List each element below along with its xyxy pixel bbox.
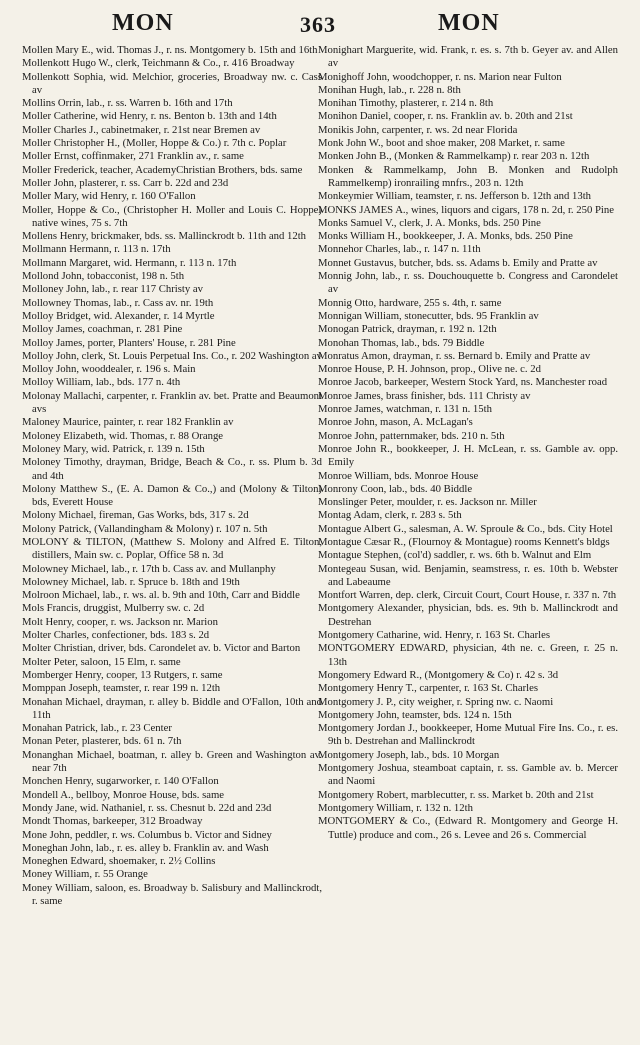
directory-entry: Montgomery Joseph, lab., bds. 10 Morgan: [318, 748, 500, 761]
directory-entry: Monroe John, mason, A. McLagan's: [318, 416, 473, 429]
directory-entry: Montgomery Jordan J., bookkeeper, Home Mutual Fire Ins. Co., r. es. 9th b. Destrehan and Mallinckrodt: [318, 722, 618, 748]
directory-entry: MONTGOMERY EDWARD, physician, 4th ne. c. Green, r. 25 n. 13th: [318, 642, 618, 668]
directory-entry: Moller Charles J., cabinetmaker, r. 21st near Bremen av: [22, 123, 261, 136]
directory-entry: Monighart Marguerite, wid. Frank, r. es. s. 7th b. Geyer av. and Allen av: [318, 44, 618, 70]
directory-entry: Molroon Michael, lab., r. ws. al. b. 9th and 10th, Carr and Biddle: [22, 589, 300, 602]
directory-entry: Monogan Patrick, drayman, r. 192 n. 12th: [318, 323, 497, 336]
directory-entry: Montgomery Robert, marblecutter, r. ss. Market b. 20th and 21st: [318, 788, 594, 801]
directory-entry: Monroe William, bds. Monroe House: [318, 469, 479, 482]
directory-entry: Molloy John, clerk, St. Louis Perpetual Ins. Co., r. 202 Washington av: [22, 349, 322, 362]
directory-entry: Monihan Timothy, plasterer, r. 214 n. 8th: [318, 97, 494, 110]
directory-entry: Mondt Thomas, barkeeper, 312 Broadway: [22, 815, 203, 828]
directory-entry: Montague Stephen, (col'd) saddler, r. ws. 6th b. Walnut and Elm: [318, 549, 592, 562]
left-column: [22, 44, 322, 1040]
directory-entry: Momppan Joseph, teamster, r. rear 199 n. 12th: [22, 682, 221, 695]
directory-entry: Monks William H., bookkeeper, J. A. Monks, bds. 250 Pine: [318, 230, 573, 243]
directory-entry: Monratus Amon, drayman, r. ss. Bernard b. Emily and Pratte av: [318, 349, 591, 362]
right-column: [318, 44, 618, 1040]
directory-entry: Moneghan John, lab., r. es. alley b. Franklin av. and Wash: [22, 841, 269, 854]
directory-entry: Monighoff John, woodchopper, r. ns. Marion near Fulton: [318, 70, 562, 83]
directory-entry: Monnet Gustavus, butcher, bds. ss. Adams b. Emily and Pratte av: [318, 256, 598, 269]
directory-entry: Moller Christopher H., (Moller, Hoppe & Co.) r. 7th c. Poplar: [22, 137, 287, 150]
directory-entry: Monchen Henry, sugarworker, r. 140 O'Fallon: [22, 775, 219, 788]
directory-entry: Moller John, plasterer, r. ss. Carr b. 22d and 23d: [22, 176, 229, 189]
directory-entry: Mone John, peddler, r. ws. Columbus b. Victor and Sidney: [22, 828, 272, 841]
directory-entry: Montfort Warren, dep. clerk, Circuit Court, Court House, r. 337 n. 7th: [318, 589, 617, 602]
directory-entry: Mollenkott Sophia, wid. Melchior, groceries, Broadway nw. c. Cass av: [22, 70, 322, 96]
directory-entry: Monikis John, carpenter, r. ws. 2d near Florida: [318, 123, 518, 136]
directory-entry: Monrony Coon, lab., bds. 40 Biddle: [318, 482, 473, 495]
directory-entry: Monihon Daniel, cooper, r. ns. Franklin av. b. 20th and 21st: [318, 110, 573, 123]
directory-entry: Monanghan Michael, boatman, r. alley b. Green and Washington av. near 7th: [22, 748, 322, 775]
directory-entry: Molowney Michael, lab., r. 17th b. Cass av. and Mullanphy: [22, 562, 276, 575]
directory-entry: Moneghen Edward, shoemaker, r. 2½ Collins: [22, 855, 216, 868]
directory-entry: Moloney Timothy, drayman, Bridge, Beach & Co., r. ss. Plum b. 3d and 4th: [22, 456, 322, 482]
directory-entry: Mongomery Edward R., (Montgomery & Co) r. 42 s. 3d: [318, 668, 559, 681]
page-header: [0, 10, 640, 42]
directory-entry: Molloy William, lab., bds. 177 n. 4th: [22, 376, 181, 389]
directory-entry: Molony Matthew S., (E. A. Damon & Co.,) and (Molony & Tilton) bds, Everett House: [22, 482, 322, 509]
directory-entry: Molony Patrick, (Vallandingham & Molony) r. 107 n. 5th: [22, 522, 268, 535]
directory-entry: Molony Michael, fireman, Gas Works, bds, 317 s. 2d: [22, 509, 249, 522]
directory-entry: MONTGOMERY & Co., (Edward R. Montgomery and George H. Tuttle) produce and com., 26 s. Levee and 26 s. Commercial: [318, 815, 618, 841]
header-right-guide-word: MON: [438, 10, 500, 36]
header-left-guide-word: MON: [112, 10, 174, 36]
directory-entry: Monnig John, lab., r. ss. Douchouquette b. Congress and Carondelet av: [318, 270, 618, 296]
directory-entry: Monroe Jacob, barkeeper, Western Stock Yard, ns. Manchester road: [318, 376, 608, 389]
directory-entry: Molter Christian, driver, bds. Carondelet av. b. Victor and Barton: [22, 642, 301, 655]
directory-entry: Molter Peter, saloon, 15 Elm, r. same: [22, 655, 181, 668]
directory-entry: Mollmann Margaret, wid. Hermann, r. 113 n. 17th: [22, 256, 237, 269]
directory-entry: Monken & Rammelkamp, John B. Monken and Rudolph Rammelkemp) ironrailing mnfrs., 203 n. 12th: [318, 163, 618, 189]
directory-entry: Monroe House, P. H. Johnson, prop., Olive ne. c. 2d: [318, 363, 541, 376]
directory-entry: Molloy John, wooddealer, r. 196 s. Main: [22, 363, 196, 376]
directory-entry: Moller Catherine, wid Henry, r. ns. Benton b. 13th and 14th: [22, 110, 277, 123]
directory-entry: Montgomery J. P., city weigher, r. Spring nw. c. Naomi: [318, 695, 554, 708]
directory-entry: Monnehor Charles, lab., r. 147 n. 11th: [318, 243, 481, 256]
directory-entry: Monk John W., boot and shoe maker, 208 Market, r. same: [318, 137, 565, 150]
directory-entry: Monken John B., (Monken & Rammelkamp) r. rear 203 n. 12th: [318, 150, 590, 163]
directory-entry: Momberger Henry, cooper, 13 Rutgers, r. same: [22, 668, 223, 681]
directory-entry: Mols Francis, druggist, Mulberry sw. c. 2d: [22, 602, 205, 615]
directory-entry: Montegeau Susan, wid. Benjamin, seamstress, r. es. 10th b. Webster and Labeaume: [318, 562, 618, 588]
directory-entry: Molonay Mallachi, carpenter, r. Franklin av. bet. Pratte and Beaumont avs: [22, 389, 322, 416]
directory-entry: Montgomery Catharine, wid. Henry, r. 163 St. Charles: [318, 629, 551, 642]
directory-entry: Montgomery Joshua, steamboat captain, r. ss. Gamble av. b. Mercer and Naomi: [318, 762, 618, 788]
directory-entry: Moller, Hoppe & Co., (Christopher H. Moller and Louis C. Hoppe) native wines, 75 s. 7th: [22, 203, 322, 229]
directory-entry: Molloney John, lab., r. rear 117 Christy av: [22, 283, 203, 296]
directory-entry: Monroe James, watchman, r. 131 n. 15th: [318, 403, 492, 416]
directory-entry: Mondell A., bellboy, Monroe House, bds. same: [22, 788, 225, 801]
directory-entry: Monslinger Peter, moulder, r. es. Jackson nr. Miller: [318, 496, 537, 509]
directory-entry: Monohan Thomas, lab., bds. 79 Biddle: [318, 336, 485, 349]
directory-entry: Monroe James, brass finisher, bds. 111 Christy av: [318, 389, 531, 402]
directory-entry: Montgomery Henry T., carpenter, r. 163 St. Charles: [318, 682, 538, 695]
directory-entry: Moller Frederick, teacher, AcademyChristian Brothers, bds. same: [22, 163, 303, 176]
directory-entry: Moloney Elizabeth, wid. Thomas, r. 88 Orange: [22, 429, 224, 442]
directory-entry: Montague Cæsar R., (Flournoy & Montague) rooms Kennett's bldgs: [318, 535, 610, 548]
directory-entry: Mollens Henry, brickmaker, bds. ss. Mallinckrodt b. 11th and 12th: [22, 230, 307, 243]
directory-entry: Maloney Maurice, painter, r. rear 182 Franklin av: [22, 416, 234, 429]
directory-entry: Montague Albert G., salesman, A. W. Sproule & Co., bds. City Hotel: [318, 522, 613, 535]
directory-entry: Monahan Michael, drayman, r. alley b. Biddle and O'Fallon, 10th and 11th: [22, 695, 322, 721]
directory-entry: Money William, saloon, es. Broadway b. Salisbury and Mallinckrodt, r. same: [22, 881, 322, 907]
directory-entry: Mollen Mary E., wid. Thomas J., r. ns. Montgomery b. 15th and 16th: [22, 44, 318, 56]
directory-entry: MONKS JAMES A., wines, liquors and cigars, 178 n. 2d, r. 250 Pine: [318, 203, 614, 216]
directory-entry: Montag Adam, clerk, r. 283 s. 5th: [318, 509, 462, 522]
directory-entry: Moller Mary, wid Henry, r. 160 O'Fallon: [22, 190, 196, 203]
directory-entry: Mollins Orrin, lab., r. ss. Warren b. 16th and 17th: [22, 97, 233, 110]
directory-entry: Molloy Bridget, wid. Alexander, r. 14 Myrtle: [22, 309, 215, 322]
directory-entry: Monnig Otto, hardware, 255 s. 4th, r. same: [318, 296, 502, 309]
directory-entry: Montgomery William, r. 132 n. 12th: [318, 801, 473, 814]
directory-entry: Money William, r. 55 Orange: [22, 868, 148, 881]
directory-entry: Moloney Mary, wid. Patrick, r. 139 n. 15th: [22, 442, 205, 455]
directory-entry: Molloy James, coachman, r. 281 Pine: [22, 323, 183, 336]
directory-entry: Mondy Jane, wid. Nathaniel, r. ss. Chesnut b. 22d and 23d: [22, 801, 272, 814]
directory-entry: Monroe John, patternmaker, bds. 210 n. 5th: [318, 429, 505, 442]
directory-entry: Monks Samuel V., clerk, J. A. Monks, bds. 250 Pine: [318, 216, 541, 229]
directory-entry: Molloy James, porter, Planters' House, r. 281 Pine: [22, 336, 236, 349]
directory-entry: Molter Charles, confectioner, bds. 183 s. 2d: [22, 629, 210, 642]
directory-entry: Monnigan William, stonecutter, bds. 95 Franklin av: [318, 309, 539, 322]
directory-entry: Montgomery Alexander, physician, bds. es. 9th b. Mallinckrodt and Destrehan: [318, 602, 618, 628]
page-number: 363: [300, 12, 336, 37]
directory-entry: Monroe John R., bookkeeper, J. H. McLean, r. ss. Gamble av. opp. Emily: [318, 442, 618, 469]
directory-entry: Mollenkott Hugo W., clerk, Teichmann & Co., r. 416 Broadway: [22, 57, 295, 70]
directory-entry: Molowney Michael, lab. r. Spruce b. 18th and 19th: [22, 575, 240, 588]
directory-entry: Monan Peter, plasterer, bds. 61 n. 7th: [22, 735, 182, 748]
directory-entry: Montgomery John, teamster, bds. 124 n. 15th: [318, 708, 512, 721]
directory-entry: Mollmann Hermann, r. 113 n. 17th: [22, 243, 171, 256]
directory-entry: Mollond John, tobacconist, 198 n. 5th: [22, 270, 185, 283]
directory-entry: MOLONY & TILTON, (Matthew S. Molony and Alfred E. Tilton, distillers, Main sw. c. Poplar, Office 58 n. 3d: [22, 535, 322, 562]
directory-entry: Monkeymier William, teamster, r. ns. Jefferson b. 12th and 13th: [318, 190, 592, 203]
directory-entry: Monihan Hugh, lab., r. 228 n. 8th: [318, 83, 461, 96]
directory-entry: Molt Henry, cooper, r. ws. Jackson nr. Marion: [22, 615, 218, 628]
directory-entry: Moller Ernst, coffinmaker, 271 Franklin av., r. same: [22, 150, 244, 163]
directory-entry: Mollowney Thomas, lab., r. Cass av. nr. 19th: [22, 296, 214, 309]
directory-entry: Monahan Patrick, lab., r. 23 Center: [22, 722, 172, 735]
